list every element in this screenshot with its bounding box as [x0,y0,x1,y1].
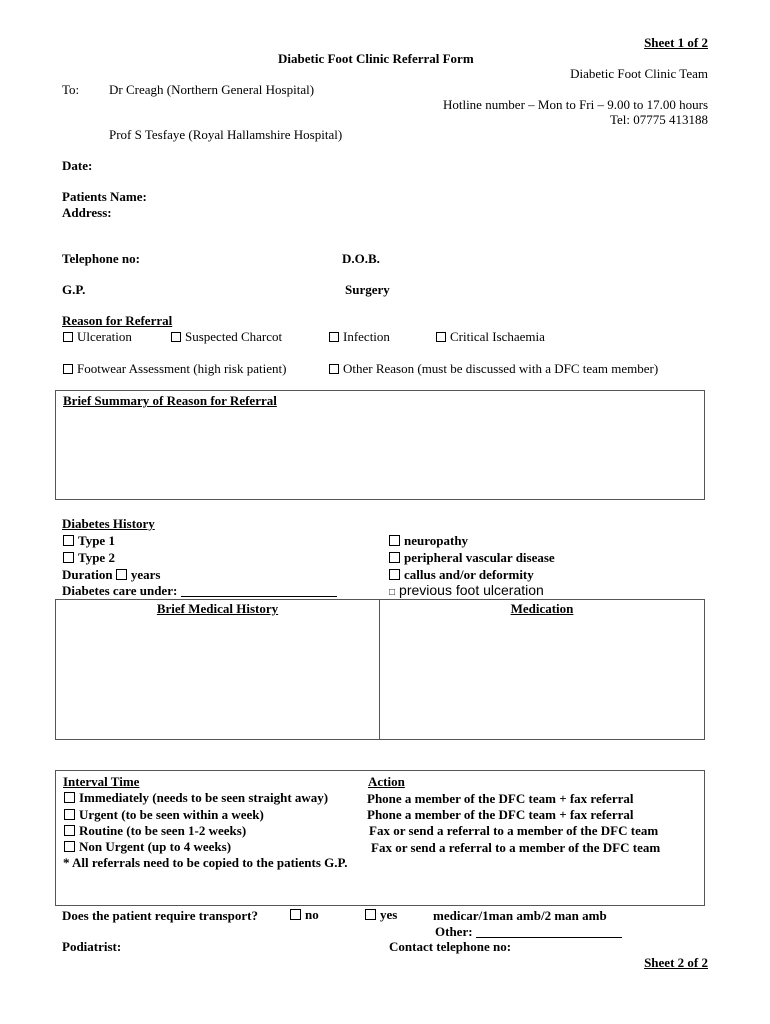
medication-heading: Medication [510,601,574,616]
summary-box[interactable] [55,390,705,500]
checkbox-icon[interactable] [63,535,74,546]
diabetes-care-under[interactable]: Diabetes care under: [62,583,337,599]
transport-no-option[interactable]: no [290,907,319,923]
diabetes-heading: Diabetes History [62,516,155,531]
telephone-label: Telephone no: [62,251,140,266]
transport-other-blank[interactable] [476,925,622,938]
action-urgent: Phone a member of the DFC team + fax referral [367,807,634,822]
checkbox-icon[interactable] [329,364,339,374]
checkbox-icon[interactable] [64,825,75,836]
interval-routine[interactable]: Routine (to be seen 1-2 weeks) [64,823,246,839]
checkbox-icon[interactable] [389,535,400,546]
neuropathy-option[interactable]: neuropathy [389,533,468,549]
diabetes-type2[interactable]: Type 2 [63,550,115,566]
podiatrist-label: Podiatrist: [62,939,122,954]
checkbox-icon[interactable] [64,809,75,820]
reason-heading: Reason for Referral [62,313,173,328]
checkbox-icon[interactable] [171,332,181,342]
patient-name-label: Patients Name: [62,189,147,204]
checkbox-icon[interactable] [365,909,376,920]
interval-immediately[interactable]: Immediately (needs to be seen straight away) [64,790,328,806]
checkbox-glyph-icon[interactable]: □ [389,587,396,598]
reason-infection[interactable]: Infection [329,329,390,345]
checkbox-icon[interactable] [329,332,339,342]
sheet-indicator-bottom: Sheet 2 of 2 [644,955,708,970]
previous-ulceration-option[interactable]: □ previous foot ulceration [389,582,544,598]
reason-critical-ischaemia[interactable]: Critical Ischaemia [436,329,545,345]
transport-question: Does the patient require transport? [62,908,258,923]
checkbox-icon[interactable] [64,792,75,803]
interval-note: * All referrals need to be copied to the patients G.P. [63,855,348,870]
reason-suspected-charcot[interactable]: Suspected Charcot [171,329,282,345]
medical-history-heading: Brief Medical History [156,601,279,616]
interval-box [55,770,705,906]
reason-other[interactable]: Other Reason (must be discussed with a DFC team member) [329,361,658,377]
checkbox-icon[interactable] [389,569,400,580]
action-non-urgent: Fax or send a referral to a member of the DFC team [371,840,661,855]
recipient-2: Prof S Tesfaye (Royal Hallamshire Hospital) [109,127,343,142]
date-label: Date: [62,158,93,173]
action-routine: Fax or send a referral to a member of the DFC team [369,823,659,838]
sheet-indicator-top: Sheet 1 of 2 [644,35,708,50]
contact-telephone-label: Contact telephone no: [389,939,512,954]
checkbox-icon[interactable] [436,332,446,342]
interval-urgent[interactable]: Urgent (to be seen within a week) [64,807,264,823]
checkbox-icon[interactable] [64,841,75,852]
form-title: Diabetic Foot Clinic Referral Form [278,51,474,66]
hotline-text: Hotline number – Mon to Fri – 9.00 to 17.00 hours [442,97,708,112]
team-name: Diabetic Foot Clinic Team [570,66,708,81]
interval-non-urgent[interactable]: Non Urgent (up to 4 weeks) [64,839,231,855]
to-label: To: [62,82,80,97]
telephone-number: Tel: 07775 413188 [609,112,708,127]
pvd-option[interactable]: peripheral vascular disease [389,550,555,566]
checkbox-icon[interactable] [290,909,301,920]
transport-yes-option[interactable]: yes [365,907,397,923]
checkbox-icon[interactable] [116,569,127,580]
transport-options: medicar/1man amb/2 man amb [433,908,607,923]
action-heading: Action [368,774,405,789]
transport-other[interactable]: Other: [435,924,622,940]
action-immediately: Phone a member of the DFC team + fax referral [367,791,634,806]
medical-history-box[interactable] [55,599,380,740]
dob-label: D.O.B. [342,251,380,266]
summary-heading: Brief Summary of Reason for Referral [63,393,277,408]
checkbox-icon[interactable] [63,552,74,563]
recipient-1: Dr Creagh (Northern General Hospital) [109,82,315,97]
surgery-label: Surgery [345,282,390,297]
address-label: Address: [62,205,112,220]
reason-ulceration[interactable]: Ulceration [63,329,132,345]
care-under-blank[interactable] [181,584,337,597]
callus-option[interactable]: callus and/or deformity [389,567,534,583]
checkbox-icon[interactable] [63,364,73,374]
diabetes-duration[interactable]: Duration years [62,567,161,582]
reason-footwear[interactable]: Footwear Assessment (high risk patient) [63,361,286,377]
checkbox-icon[interactable] [389,552,400,563]
diabetes-type1[interactable]: Type 1 [63,533,115,549]
gp-label: G.P. [62,282,86,297]
checkbox-icon[interactable] [63,332,73,342]
interval-heading: Interval Time [63,774,140,789]
medication-box[interactable] [379,599,705,740]
